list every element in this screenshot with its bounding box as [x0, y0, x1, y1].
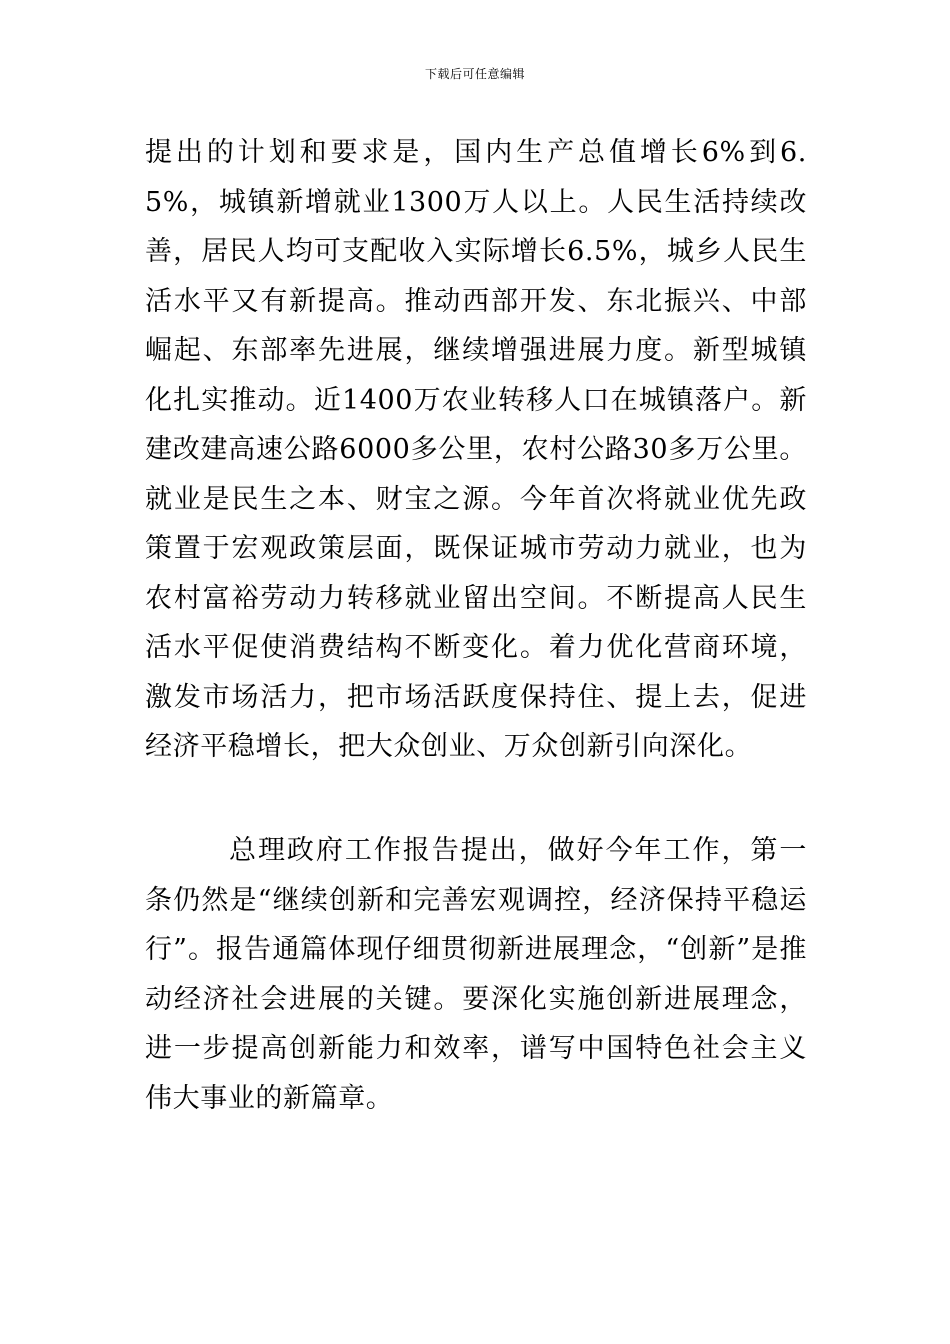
page-header: 下载后可任意编辑: [424, 67, 525, 81]
paragraph-1: 提出的计划和要求是，国内生产总值增长6%到6.5%，城镇新增就业1300万人以上。人民生活持续改善，居民人均可支配收入实际增长6.5%，城乡人民生活水平又有新提高。推动西部开发、东北振兴、中部崛起、东部率先进展，继续增强进展力度。新型城镇化扎实推动。近1400万农业转移人口在城镇落户。新建改建高速公路6000多公里，农村公路30多万公里。就业是民生之本、财宝之源。今年首次将就业优先政策置于宏观政策层面，既保证城市劳动力就业，也为农村富裕劳动力转移就业留出空间。不断提高人民生活水平促使消费结构不断变化。着力优化营商环境，激发市场活力，把市场活跃度保持住、提上去，促进经济平稳增长，把大众创业、万众创新引向深化。: [145, 137, 807, 762]
paragraph-2: 总理政府工作报告提出，做好今年工作，第一条仍然是“继续创新和完善宏观调控，经济保持平稳运行”。报告通篇体现仔细贯彻新进展理念，“创新”是推动经济社会进展的关键。要深化实施创新进展理念，进一步提高创新能力和效率，谱写中国特色社会主义伟大事业的新篇章。: [145, 835, 807, 1114]
